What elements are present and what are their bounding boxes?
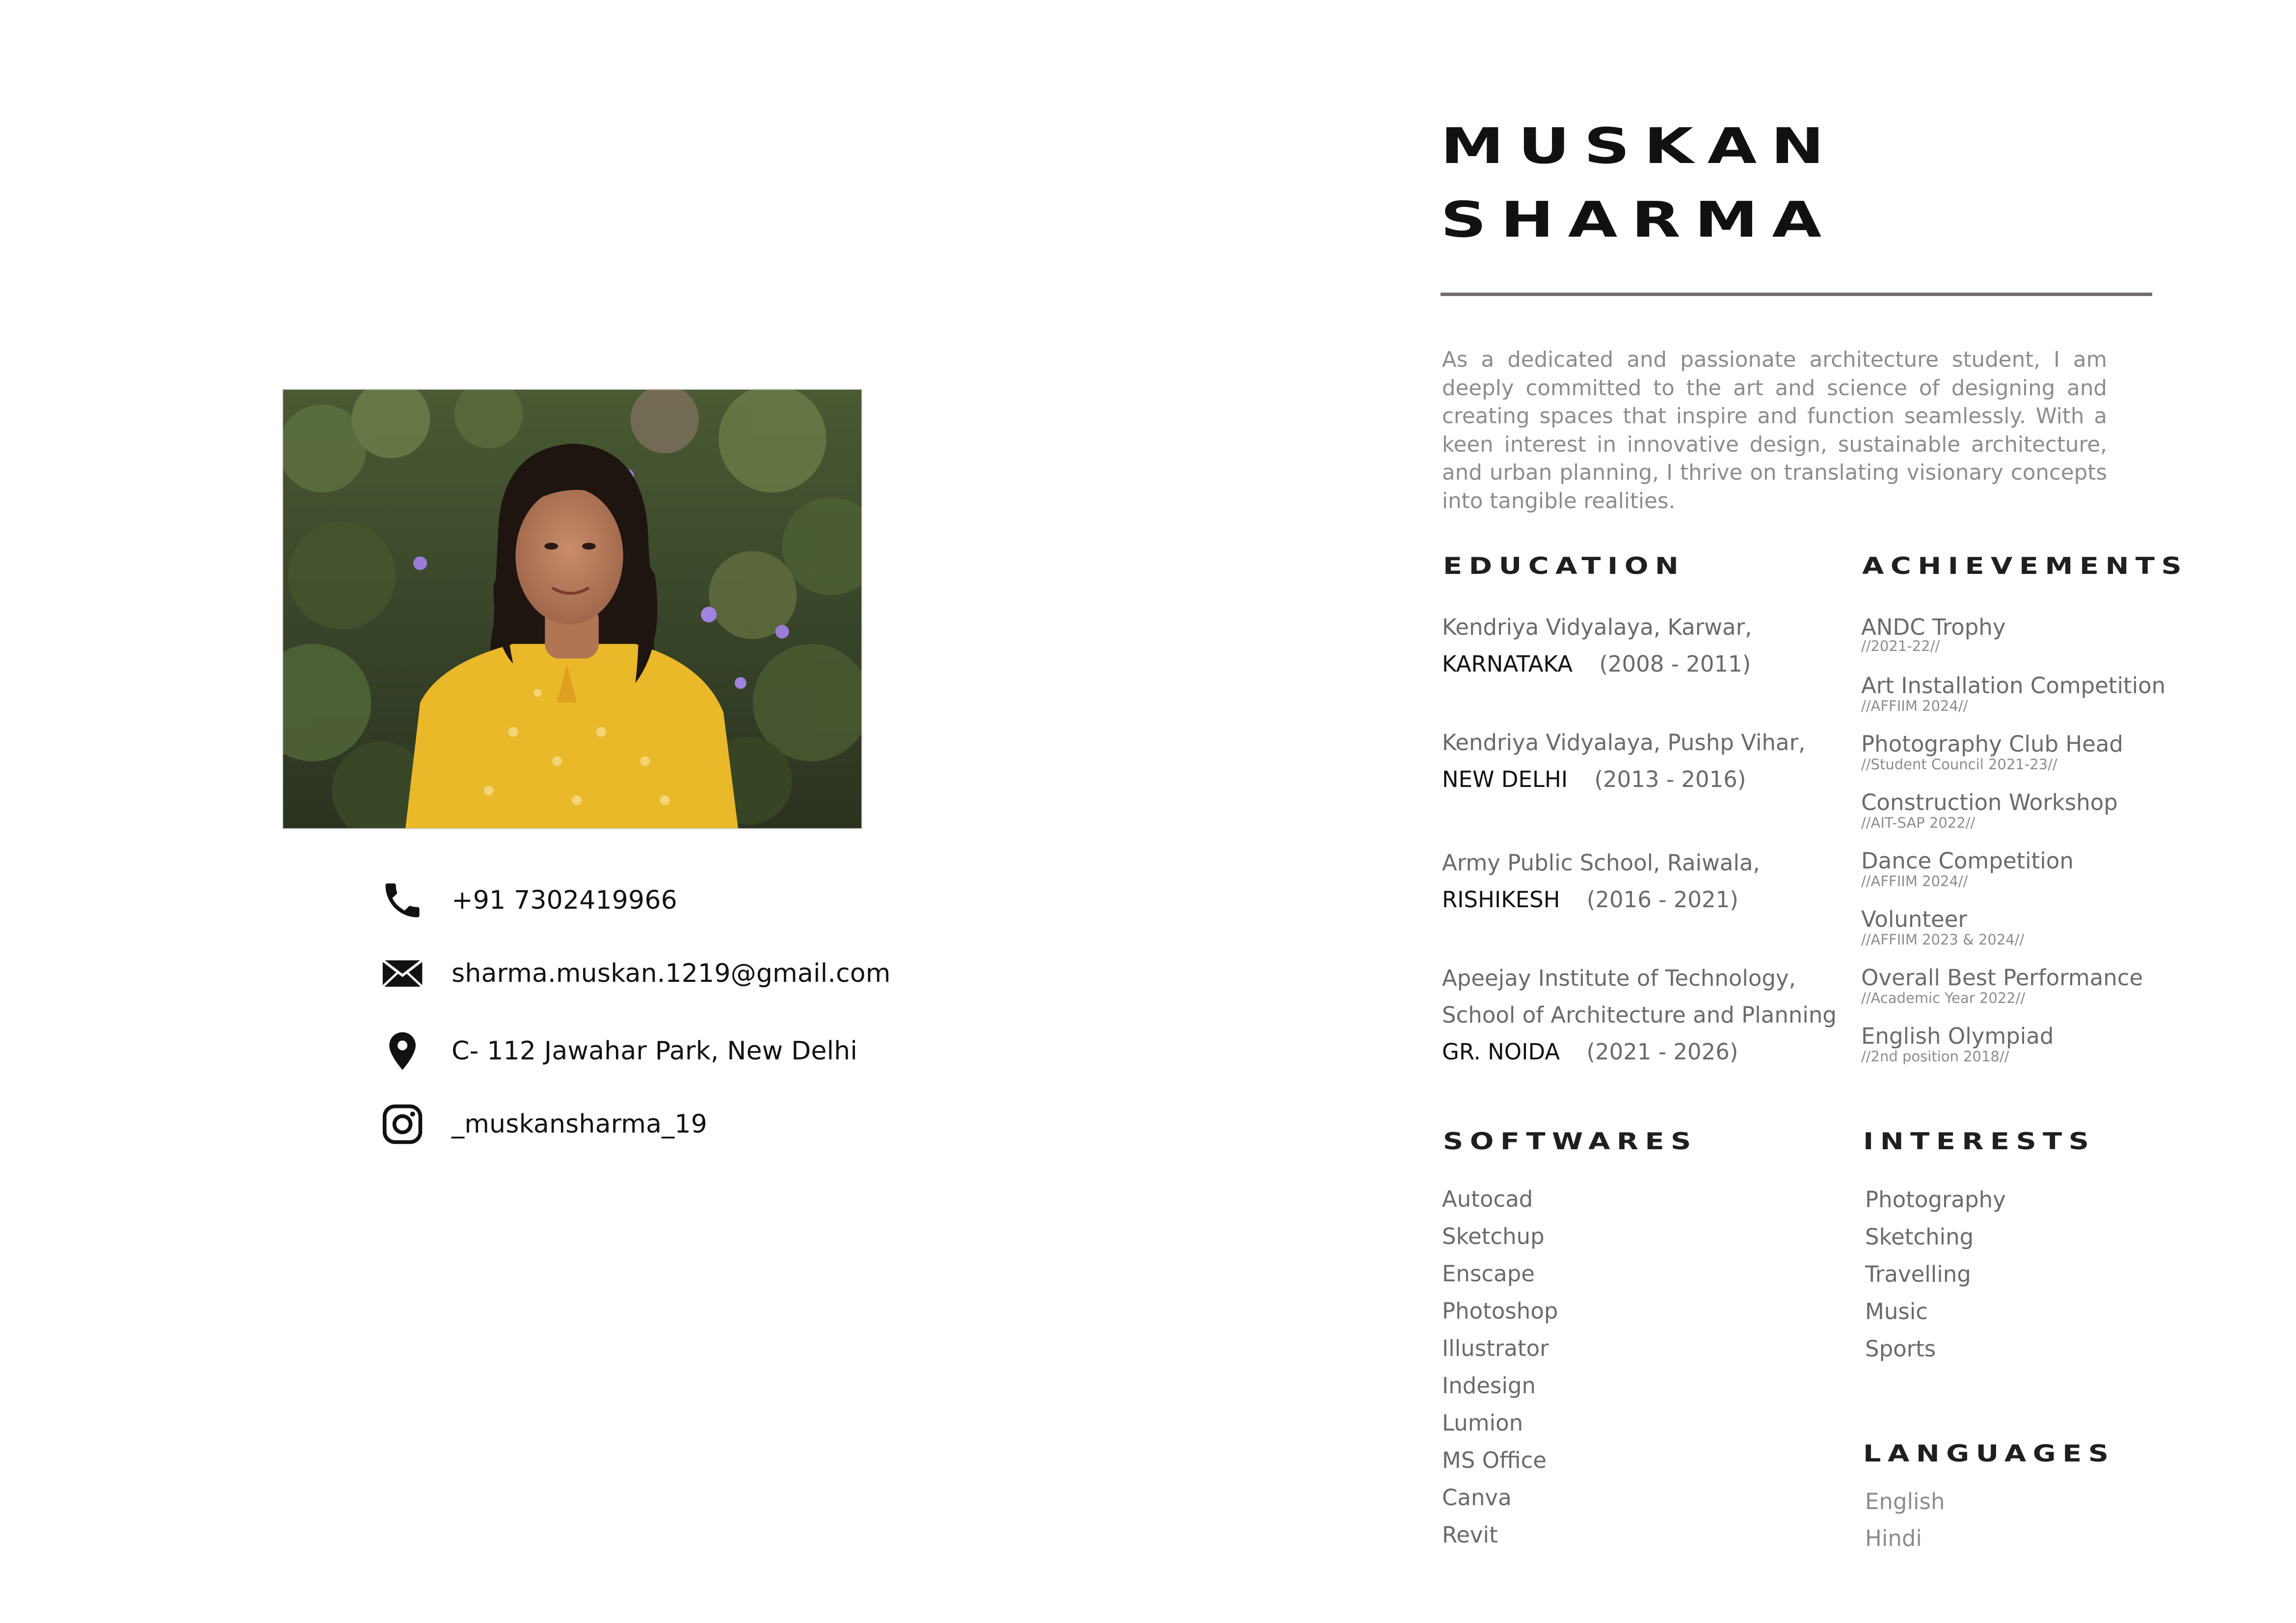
achievement-title: English Olympiad (1861, 1023, 2054, 1049)
education-city: RISHIKESH (1442, 887, 1560, 913)
instagram-handle[interactable]: _muskansharma_19 (452, 1109, 707, 1139)
education-years: (2021 - 2026) (1586, 1039, 1738, 1065)
achievements-heading: ACHIEVEMENTS (1862, 553, 2189, 580)
interest-item: Sports (1865, 1336, 1936, 1362)
software-item: Autocad (1442, 1186, 1533, 1212)
achievement-detail: //AFFIIM 2024// (1861, 873, 1968, 890)
first-name: MUSKAN (1441, 117, 1839, 175)
software-item: Indesign (1442, 1373, 1536, 1399)
education-years: (2008 - 2011) (1599, 651, 1751, 677)
education-city: NEW DELHI (1442, 766, 1568, 792)
education-school: Army Public School, Raiwala, (1442, 850, 1760, 876)
last-name: SHARMA (1441, 191, 1836, 248)
contact-phone (378, 873, 677, 927)
achievement-title: Dance Competition (1861, 848, 2074, 874)
education-years: (2013 - 2016) (1594, 766, 1746, 792)
software-item: Revit (1442, 1522, 1498, 1548)
education-years: (2016 - 2021) (1586, 887, 1738, 913)
location-pin-icon (378, 1027, 427, 1076)
envelope-icon (378, 949, 427, 998)
title-divider (1441, 293, 2152, 296)
education-school: Apeejay Institute of Technology, (1442, 965, 1796, 991)
software-item: Lumion (1442, 1410, 1523, 1436)
education-school: Kendriya Vidyalaya, Karwar, (1442, 614, 1752, 640)
achievement-title: Art Installation Competition (1861, 673, 2166, 699)
email-address[interactable]: sharma.muskan.1219@gmail.com (452, 959, 891, 988)
achievement-title: Volunteer (1861, 906, 1967, 932)
achievement-detail: //AFFIIM 2024// (1861, 698, 1968, 714)
software-item: Sketchup (1442, 1223, 1545, 1249)
education-location (1442, 768, 1746, 790)
languages-heading: LANGUAGES (1863, 1440, 2115, 1467)
education-location (1442, 653, 1751, 675)
achievement-title: Photography Club Head (1861, 731, 2124, 757)
software-item: MS Office (1442, 1447, 1547, 1473)
profile-summary: As a dedicated and passionate architecture student, I am deeply committed to the art and science of designing and creating spaces that inspire and function seamlessly. With a keen interest in innovative design, sustainable architecture, and urban planning, I thrive on translating visionary concepts into tangible realities. (1442, 348, 2107, 514)
phone-number[interactable]: +91 7302419966 (452, 886, 677, 915)
achievement-title: ANDC Trophy (1861, 614, 2006, 640)
software-item: Enscape (1442, 1261, 1535, 1287)
achievement-detail: //2021-22// (1861, 638, 1940, 654)
contact-address (378, 1024, 857, 1078)
education-school-line2: School of Architecture and Planning (1442, 1002, 1837, 1028)
software-item: Illustrator (1442, 1335, 1549, 1361)
interest-item: Photography (1865, 1187, 2006, 1213)
interest-item: Travelling (1865, 1261, 1971, 1287)
contact-instagram (378, 1097, 707, 1151)
instagram-icon (378, 1100, 427, 1149)
achievement-title: Construction Workshop (1861, 789, 2118, 815)
interest-item: Sketching (1865, 1224, 1974, 1250)
softwares-heading: SOFTWARES (1443, 1128, 1698, 1155)
language-item: English (1865, 1488, 1945, 1515)
software-item: Canva (1442, 1485, 1512, 1511)
language-item: Hindi (1865, 1525, 1922, 1551)
achievement-detail: //Student Council 2021-23// (1861, 756, 2057, 773)
education-location (1442, 1041, 1738, 1063)
profile-photo (282, 389, 862, 829)
contact-email (378, 947, 891, 1001)
interest-item: Music (1865, 1298, 1928, 1325)
achievement-detail: //AIT-SAP 2022// (1861, 814, 1976, 831)
achievement-detail: //AFFIIM 2023 & 2024// (1861, 931, 2025, 948)
education-heading: EDUCATION (1443, 553, 1685, 580)
interests-heading: INTERESTS (1863, 1128, 2096, 1155)
education-school: Kendriya Vidyalaya, Pushp Vihar, (1442, 730, 1806, 756)
achievement-detail: //Academic Year 2022// (1861, 990, 2026, 1006)
portrait-photo-image (283, 390, 861, 828)
education-city: GR. NOIDA (1442, 1039, 1560, 1065)
phone-icon (378, 876, 427, 925)
achievement-detail: //2nd position 2018// (1861, 1048, 2009, 1065)
education-location (1442, 889, 1738, 911)
achievement-title: Overall Best Performance (1861, 965, 2143, 991)
software-item: Photoshop (1442, 1298, 1558, 1324)
address: C- 112 Jawahar Park, New Delhi (452, 1036, 857, 1066)
education-city: KARNATAKA (1442, 651, 1573, 677)
